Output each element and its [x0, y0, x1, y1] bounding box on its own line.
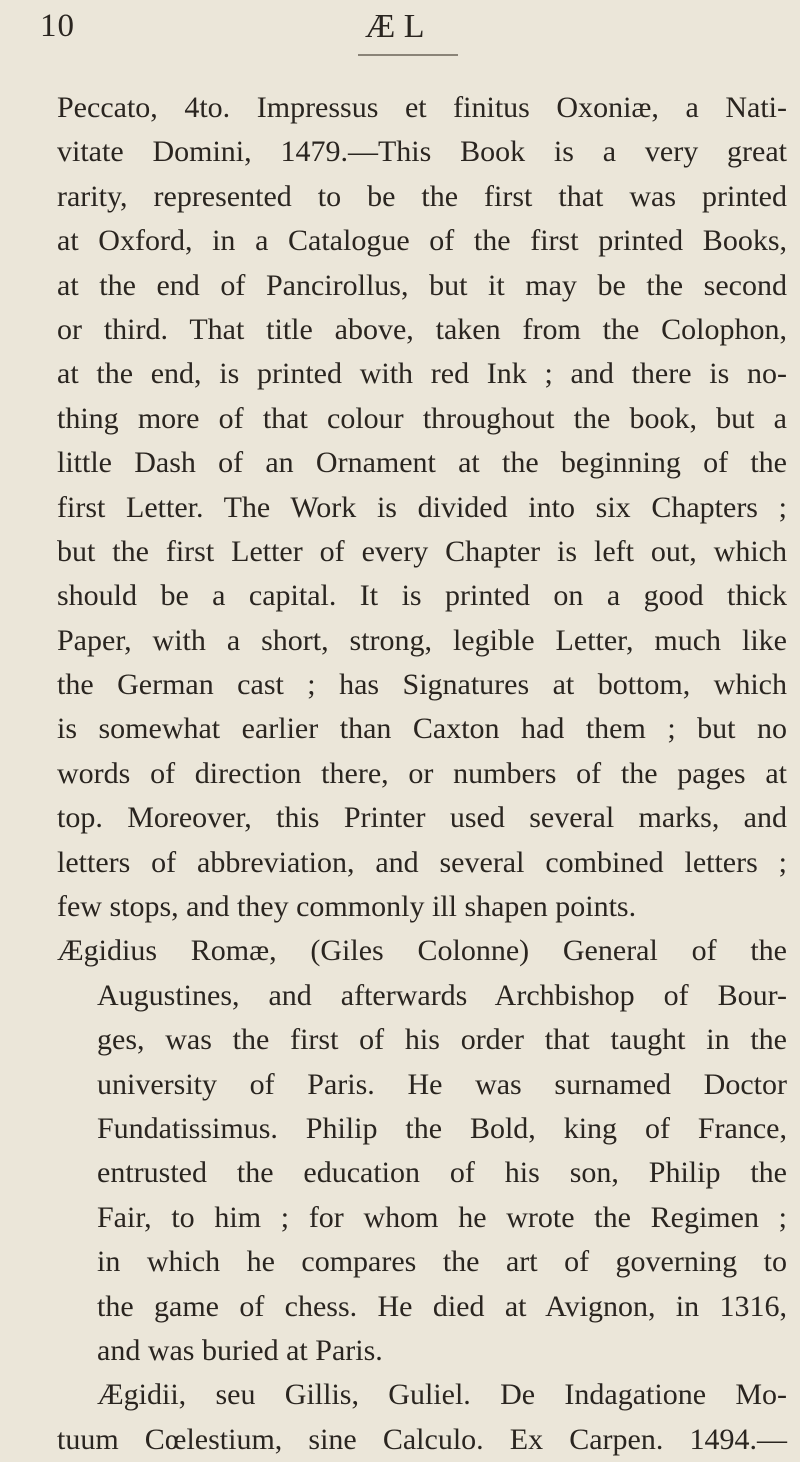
text-line: words of direction there, or numbers of the pages at — [57, 756, 787, 790]
text-line: thing more of that colour throughout the book, but a — [57, 401, 787, 435]
text-line: Peccato, 4to. Impressus et finitus Oxoniæ, a Nati- — [57, 91, 787, 124]
text-line: should be a capital. It is printed on a good thick — [57, 579, 787, 613]
text-line: Paper, with a short, strong, legible Letter, much like — [57, 623, 787, 657]
text-line: at the end, is printed with red Ink ; and there is no- — [57, 357, 787, 391]
text-line: entrusted the education of his son, Philip the — [97, 1156, 787, 1190]
text-line: rarity, represented to be the first that was printed — [57, 179, 787, 213]
text-line: vitate Domini, 1479.—This Book is a very great — [57, 135, 787, 169]
page-header — [40, 8, 760, 64]
text-line: little Dash of an Ornament at the beginning of the — [57, 446, 787, 480]
text-line: top. Moreover, this Printer used several marks, and — [57, 801, 787, 835]
text-line: Ægidius Romæ, (Giles Colonne) General of the — [57, 934, 787, 968]
text-line: Augustines, and afterwards Archbishop of Bour- — [97, 978, 787, 1012]
text-line: university of Paris. He was surnamed Doctor — [97, 1067, 787, 1101]
text-line: Fair, to him ; for whom he wrote the Regimen ; — [97, 1200, 787, 1234]
text-line: the game of chess. He died at Avignon, in 1316, — [97, 1289, 787, 1323]
header-rule — [358, 54, 458, 56]
page-number: 10 — [40, 8, 75, 44]
text-line: at Oxford, in a Catalogue of the first printed Books, — [57, 224, 787, 258]
text-line: letters of abbreviation, and several combined letters ; — [57, 845, 787, 879]
text-line: Ægidii, seu Gillis, Guliel. De Indagatione Mo- — [97, 1378, 787, 1412]
text-line: in which he compares the art of governing to — [97, 1245, 787, 1279]
text-line: at the end of Pancirollus, but it may be the second — [57, 268, 787, 302]
running-head: Æ L — [365, 8, 425, 45]
text-line: few stops, and they commonly ill shapen points. — [57, 890, 637, 924]
text-line: tuum Cœlestium, sine Calculo. Ex Carpen. 1494.— — [57, 1422, 787, 1456]
text-line: is somewhat earlier than Caxton had them ; but no — [57, 712, 787, 746]
text-line: ges, was the first of his order that taught in the — [97, 1023, 787, 1057]
text-line: or third. That title above, taken from the Colophon, — [57, 312, 787, 346]
text-line: and was buried at Paris. — [97, 1333, 383, 1367]
text-line: Fundatissimus. Philip the Bold, king of France, — [97, 1111, 787, 1145]
text-line: first Letter. The Work is divided into six Chapters ; — [57, 490, 787, 524]
text-line: the German cast ; has Signatures at bottom, which — [57, 668, 787, 702]
body-text — [57, 86, 787, 1462]
text-line: but the first Letter of every Chapter is left out, which — [57, 534, 787, 568]
